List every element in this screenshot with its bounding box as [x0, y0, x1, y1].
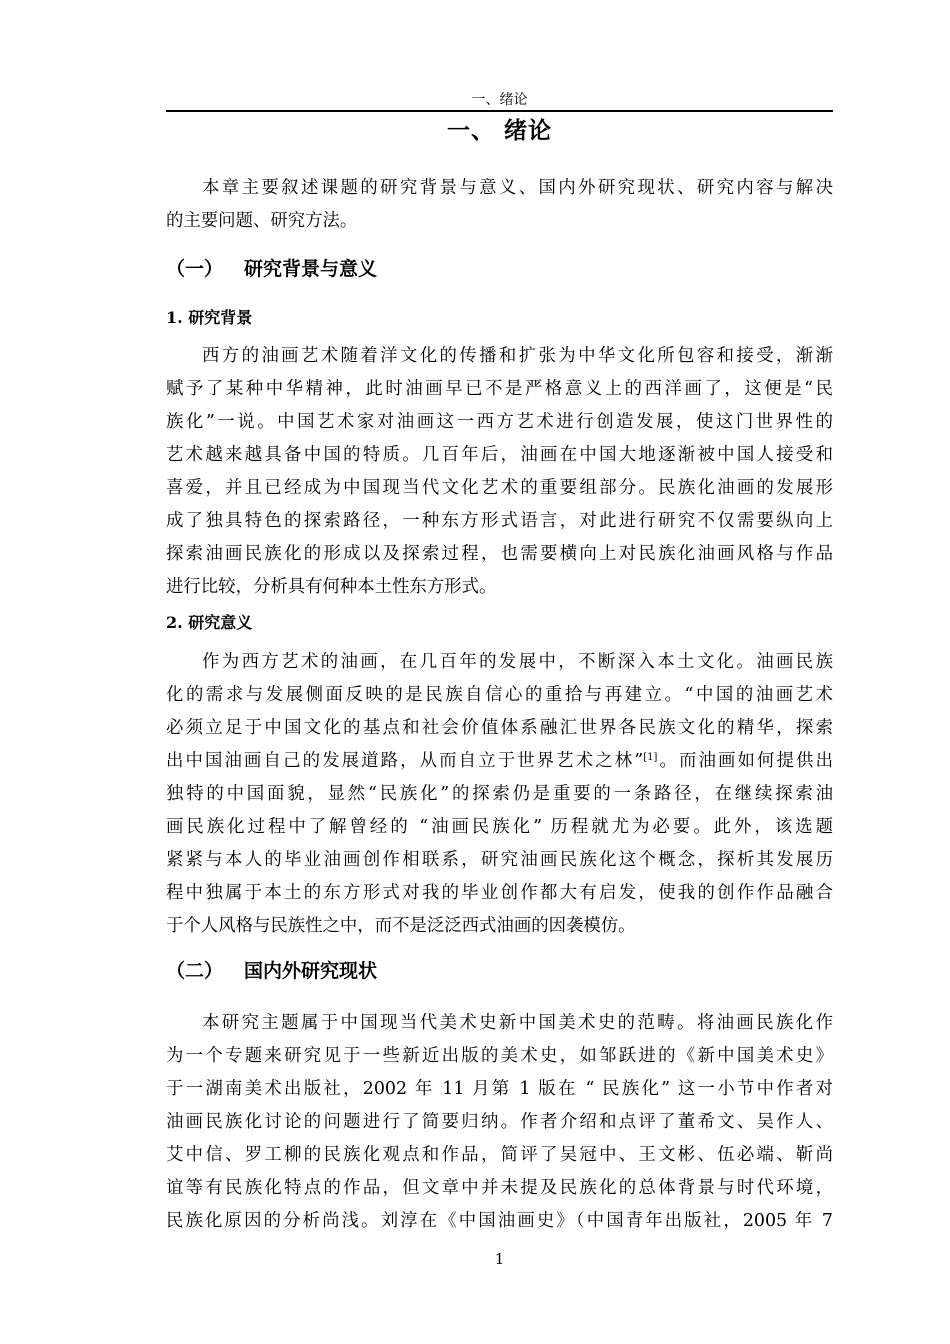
text-line: 为一个专题来研究见于一些新近出版的美术史，如邹跃进的《新中国美术史》 — [166, 1046, 833, 1066]
text-line: 赋予了某种中华精神，此时油画早已不是严格意义上的西洋画了，这便是“民 — [166, 379, 833, 399]
text-line: 西方的油画艺术随着洋文化的传播和扩张为中华文化所包容和接受，渐渐 — [202, 346, 833, 366]
page-number: 1 — [494, 1250, 505, 1268]
text-line: 艺术越来越具备中国的特质。几百年后，油画在中国大地逐渐被中国人接受和 — [166, 445, 833, 465]
text-line — [166, 745, 833, 778]
section-heading-research-status — [166, 958, 377, 984]
text-line: 作为西方艺术的油画，在几百年的发展中，不断深入本土文化。油画民族 — [202, 652, 833, 672]
subsection-heading-background: 1. 研究背景 — [166, 308, 253, 327]
text-line: 画民族化过程中了解曾经的 “油画民族化” 历程就尤为必要。此外，该选题 — [166, 817, 833, 837]
text-line: 本研究主题属于中国现当代美术史新中国美术史的范畴。将油画民族化作 — [202, 1013, 833, 1033]
text-line: 民族化原因的分析尚浅。刘淳在《中国油画史》（中国青年出版社，2005 年 7 — [166, 1211, 833, 1231]
text-line: 油画民族化讨论的问题进行了简要归纳。作者介绍和点评了董希文、吴作人、 — [166, 1112, 833, 1132]
citation-ref: [1] — [643, 752, 658, 763]
subsection-heading-significance: 2. 研究意义 — [166, 613, 253, 632]
section-number: （一） — [166, 258, 224, 280]
text-line: 谊等有民族化特点的作品，但文章中并未提及民族化的总体背景与时代环境， — [166, 1178, 833, 1198]
text-line: 成了独具特色的探索路径，一种东方形式语言，对此进行研究不仅需要纵向上 — [166, 511, 833, 531]
chapter-title: 一、 绪论 — [446, 118, 552, 144]
text-line: 喜爱，并且已经成为中国现当代文化艺术的重要组部分。民族化油画的发展形 — [166, 478, 833, 498]
text-line: 本章主要叙述课题的研究背景与意义、国内外研究现状、研究内容与解决 — [202, 178, 833, 198]
quote-text: 出中国油画自己的发展道路，从而自立于世界艺术之林” — [166, 751, 644, 771]
section-title: 国内外研究现状 — [244, 960, 378, 982]
background-paragraph — [166, 340, 833, 604]
text-line: 程中独属于本土的东方形式对我的毕业创作都大有启发，使我的创作作品融合 — [166, 883, 833, 903]
text-line: 于一湖南美术出版社，2002 年 11 月第 1 版在 “ 民族化” 这一小节中作者对 — [166, 1079, 833, 1099]
text-line: 族化”一说。中国艺术家对油画这一西方艺术进行创造发展，使这门世界性的 — [166, 412, 833, 432]
text-line: 独特的中国面貌，显然“民族化”的探索仍是重要的一条路径，在继续探索油 — [166, 784, 833, 804]
header-rule — [166, 110, 833, 112]
section-heading-background — [166, 256, 377, 282]
significance-paragraph — [166, 646, 833, 943]
section-title: 研究背景与意义 — [244, 258, 378, 280]
research-status-paragraph — [166, 1007, 833, 1238]
text-line: 进行比较，分析具有何种本土性东方形式。 — [166, 577, 497, 597]
running-header: 一、绪论 — [471, 92, 528, 108]
intro-paragraph — [166, 172, 833, 238]
text-line: 的主要问题、研究方法。 — [166, 211, 358, 231]
text-line: 化的需求与发展侧面反映的是民族自信心的重拾与再建立。“中国的油画艺术 — [166, 685, 833, 705]
text-line: 紧紧与本人的毕业油画创作相联系，研究油画民族化这个概念，探析其发展历 — [166, 850, 833, 870]
quote-continuation: 。而油画如何提供出 — [657, 751, 833, 771]
text-line: 于个人风格与民族性之中，而不是泛泛西式油画的因袭模仿。 — [166, 916, 636, 936]
text-line: 艾中信、罗工柳的民族化观点和作品，简评了吴冠中、王文彬、伍必端、靳尚 — [166, 1145, 833, 1165]
section-number: （二） — [166, 960, 224, 982]
text-line: 必须立足于中国文化的基点和社会价值体系融汇世界各民族文化的精华，探索 — [166, 718, 833, 738]
text-line: 探索油画民族化的形成以及探索过程，也需要横向上对民族化油画风格与作品 — [166, 544, 833, 564]
